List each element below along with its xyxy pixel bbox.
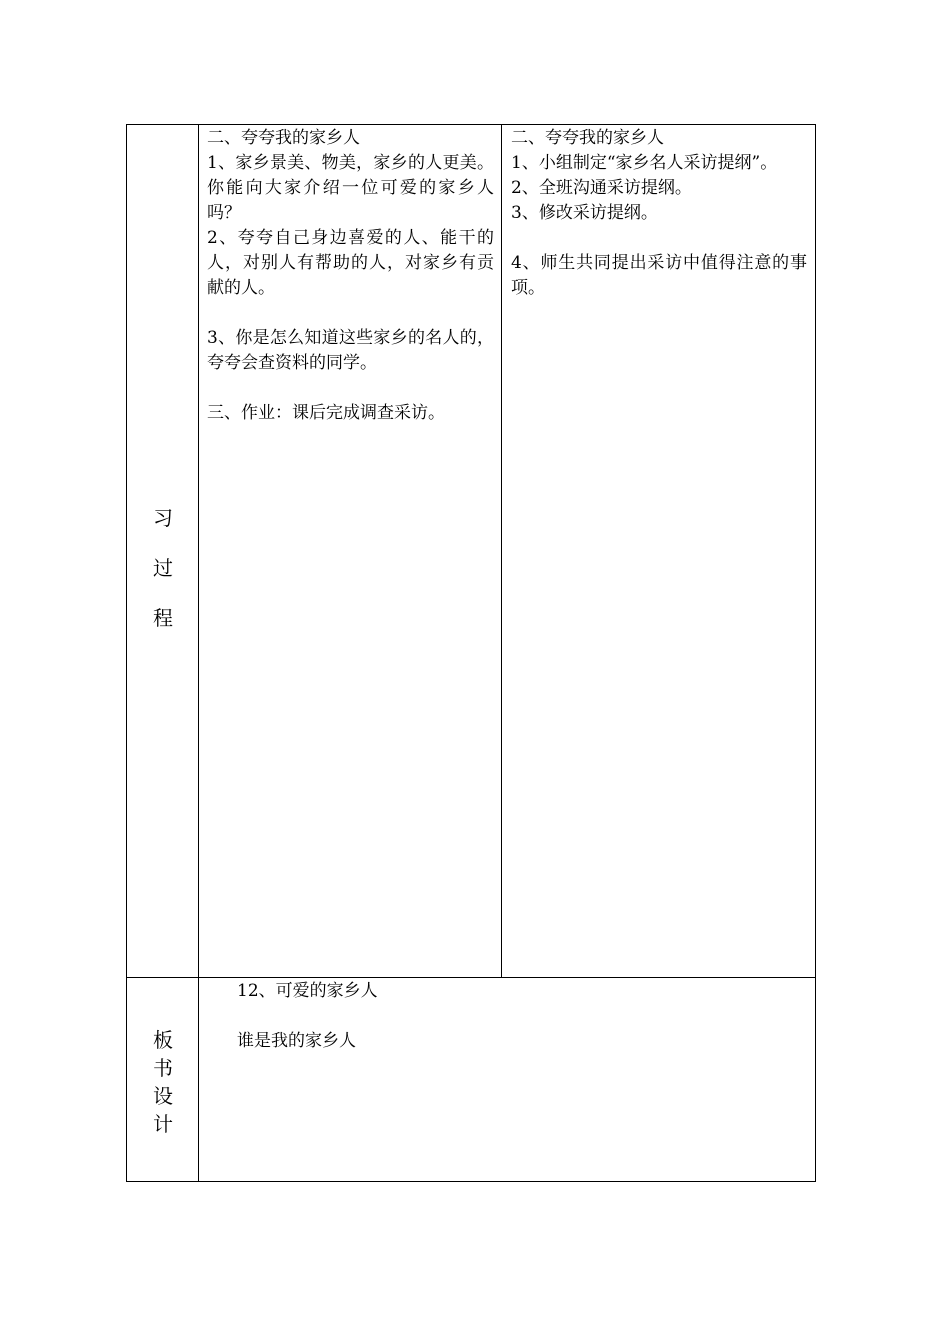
row-divider (127, 977, 815, 978)
teacher-activity-cell (207, 126, 494, 426)
board-label-char-1: 板 (153, 1028, 173, 1052)
lesson-plan-table (126, 124, 816, 1182)
process-label-char-3: 程 (153, 606, 173, 630)
board-label-char-3: 设 (153, 1084, 173, 1108)
board-label-char-2: 书 (153, 1056, 173, 1080)
content-column-divider (501, 125, 502, 977)
board-subtitle: 谁是我的家乡人 (237, 1031, 356, 1051)
process-label-char-2: 过 (153, 556, 173, 580)
student-paragraph-4: 4、师生共同提出采访中值得注意的事项。 (511, 253, 807, 298)
student-paragraph-1: 1、小组制定“家乡名人采访提纲”。 (511, 153, 778, 173)
student-paragraph-3: 3、修改采访提纲。 (511, 203, 658, 223)
label-column-divider (198, 125, 199, 1181)
student-heading: 二、夸夸我的家乡人 (511, 128, 664, 148)
process-label-char-1: 习 (153, 506, 173, 530)
board-design-cell (237, 979, 797, 1054)
blank-line (207, 301, 494, 326)
board-label-char-4: 计 (153, 1112, 173, 1136)
student-activity-cell (511, 126, 807, 301)
teacher-paragraph-3: 3、你是怎么知道这些家乡的名人的，夸夸会查资料的同学。 (207, 328, 494, 373)
blank-line (207, 376, 494, 401)
blank-line (511, 226, 807, 251)
student-paragraph-2: 2、全班沟通采访提纲。 (511, 178, 692, 198)
teacher-paragraph-2: 2、夸夸自己身边喜爱的人、能干的人，对别人有帮助的人，对家乡有贡献的人。 (207, 228, 494, 298)
teacher-heading: 二、夸夸我的家乡人 (207, 128, 360, 148)
teacher-homework: 三、作业：课后完成调查采访。 (207, 403, 445, 423)
teacher-paragraph-1: 1、家乡景美、物美，家乡的人更美。你能向大家介绍一位可爱的家乡人吗？ (207, 153, 494, 223)
board-title: 12、可爱的家乡人 (237, 981, 378, 1001)
blank-line (237, 1004, 797, 1029)
